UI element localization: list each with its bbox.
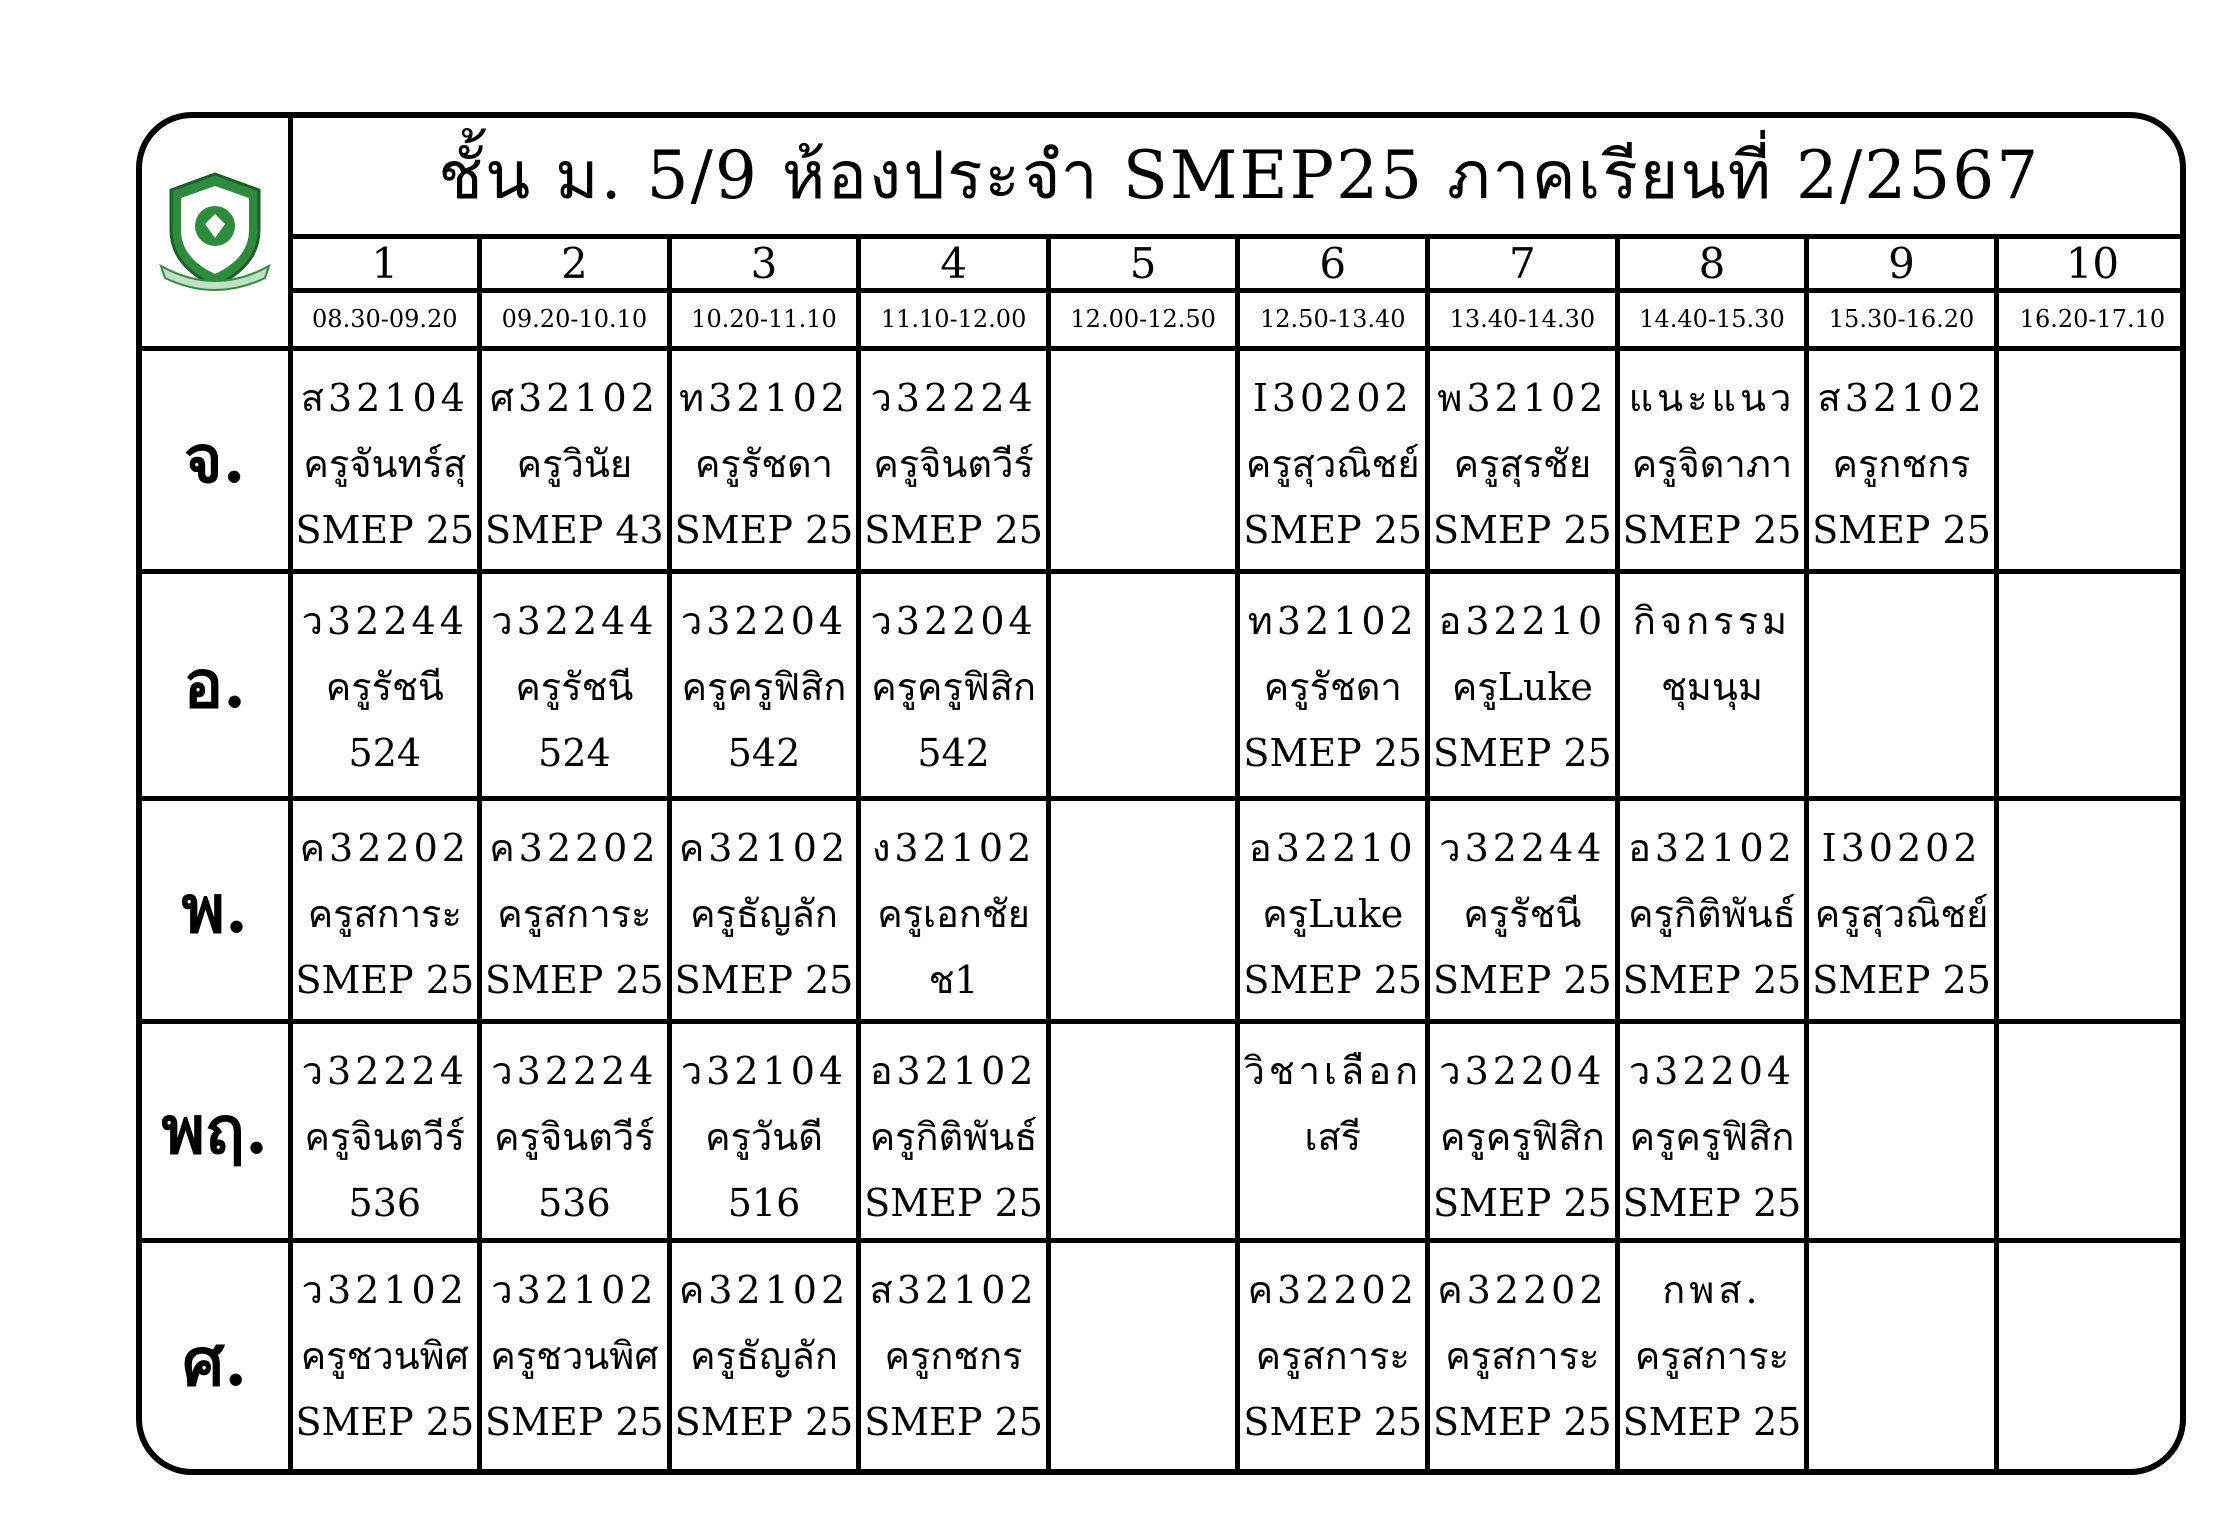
teacher-name xyxy=(1051,431,1236,497)
subject-code: ว32244 xyxy=(491,598,658,643)
subject-code: อ32210 xyxy=(1438,598,1607,643)
subject-code xyxy=(1051,365,1236,431)
teacher-name: ครูรัชนี xyxy=(1463,891,1582,936)
subject-code xyxy=(1051,588,1236,654)
schedule-cell xyxy=(1428,1240,1618,1475)
day-label: ศ. xyxy=(142,1240,290,1475)
schedule-cell xyxy=(1807,348,1997,571)
room: 542 xyxy=(727,730,801,775)
period-number: 2 xyxy=(480,236,670,290)
subject-code: กิจกรรม xyxy=(1632,598,1792,643)
subject-code: ว32204 xyxy=(1439,1048,1606,1093)
room: SMEP 25 xyxy=(1433,507,1612,552)
teacher-name: ครูสการะ xyxy=(1445,1333,1600,1378)
room: SMEP 25 xyxy=(1243,507,1423,552)
schedule-cell xyxy=(480,798,670,1021)
period-time-row xyxy=(142,290,2186,348)
day-row xyxy=(142,348,2186,571)
room: SMEP 25 xyxy=(674,507,854,552)
teacher-name xyxy=(1809,1104,1994,1170)
room: ช1 xyxy=(928,957,979,1002)
teacher-name: ครูรัชดา xyxy=(694,441,833,486)
teacher-name xyxy=(1999,431,2186,497)
room: SMEP 25 xyxy=(485,1399,664,1444)
teacher-name: ครูวันดี xyxy=(705,1114,823,1159)
teacher-name: ครูธัญลัก xyxy=(690,1333,838,1378)
timetable-frame xyxy=(136,112,2186,1475)
period-time: 10.20-11.10 xyxy=(669,290,859,348)
period-time: 11.10-12.00 xyxy=(859,290,1049,348)
subject-code: ว32244 xyxy=(1439,825,1606,870)
subject-code: กพส. xyxy=(1662,1267,1762,1312)
teacher-name: ชุมนุม xyxy=(1661,664,1763,709)
subject-code xyxy=(1051,1038,1236,1104)
subject-code: อ32102 xyxy=(869,1048,1038,1093)
schedule-cell xyxy=(1238,571,1428,798)
schedule-cell xyxy=(1238,348,1428,571)
room: SMEP 25 xyxy=(1622,1399,1802,1444)
room xyxy=(1051,720,1236,786)
schedule-cell xyxy=(290,798,480,1021)
subject-code xyxy=(1809,1257,1994,1323)
subject-code xyxy=(1051,815,1236,881)
teacher-name: ครูครูฟิสิก xyxy=(871,664,1036,709)
room xyxy=(1999,947,2186,1013)
schedule-cell xyxy=(290,1240,480,1475)
teacher-name: ครูรัชดา xyxy=(1263,664,1402,709)
subject-code: ว32204 xyxy=(680,598,848,643)
room xyxy=(1809,1389,1994,1455)
subject-code: ว32224 xyxy=(870,375,1037,420)
teacher-name: ครูจินตวีร์ xyxy=(304,1114,466,1159)
room: SMEP 25 xyxy=(1812,507,1991,552)
schedule-cell xyxy=(1048,348,1238,571)
subject-code: ง32102 xyxy=(871,825,1036,870)
room: SMEP 25 xyxy=(674,1399,854,1444)
schedule-cell xyxy=(1238,1240,1428,1475)
schedule-cell xyxy=(1238,1021,1428,1240)
period-time: 15.30-16.20 xyxy=(1807,290,1997,348)
subject-code xyxy=(1809,1038,1994,1104)
schedule-cell xyxy=(1048,798,1238,1021)
period-time: 16.20-17.10 xyxy=(1996,290,2186,348)
teacher-name: ครูวินัย xyxy=(516,441,633,486)
room: SMEP 25 xyxy=(864,1180,1043,1225)
subject-code: อ32102 xyxy=(1628,825,1796,870)
teacher-name: ครูสการะ xyxy=(497,891,652,936)
teacher-name: ครูสุวณิชย์ xyxy=(1245,441,1420,486)
schedule-cell xyxy=(480,571,670,798)
room xyxy=(1999,1389,2186,1455)
subject-code xyxy=(1809,588,1994,654)
schedule-cell xyxy=(859,571,1049,798)
teacher-name: ครูกชกร xyxy=(884,1333,1023,1378)
room: SMEP 25 xyxy=(485,957,664,1002)
schedule-cell xyxy=(1807,571,1997,798)
room xyxy=(1051,1389,1236,1455)
teacher-name xyxy=(1999,1104,2186,1170)
room: SMEP 25 xyxy=(1622,957,1802,1002)
schedule-cell xyxy=(290,1021,480,1240)
room xyxy=(1999,720,2186,786)
teacher-name: ครูชวนพิศ xyxy=(490,1333,659,1378)
day-label: พฤ. xyxy=(142,1021,290,1240)
subject-code: I30202 xyxy=(1821,825,1982,870)
teacher-name xyxy=(1999,1323,2186,1389)
schedule-cell xyxy=(480,348,670,571)
subject-code: วิชาเลือก xyxy=(1243,1048,1423,1093)
schedule-cell xyxy=(669,1021,859,1240)
period-time: 12.50-13.40 xyxy=(1238,290,1428,348)
subject-code xyxy=(1999,365,2186,431)
schedule-cell xyxy=(859,1240,1049,1475)
schedule-cell xyxy=(859,798,1049,1021)
teacher-name: ครูกิติพันธ์ xyxy=(1628,891,1796,936)
subject-code: ส32102 xyxy=(1817,375,1986,420)
period-number: 6 xyxy=(1238,236,1428,290)
room xyxy=(1051,947,1236,1013)
teacher-name: ครูสการะ xyxy=(1634,1333,1790,1378)
teacher-name: ครูครูฟิสิก xyxy=(1629,1114,1795,1159)
schedule-cell xyxy=(290,571,480,798)
room: SMEP 43 xyxy=(485,507,664,552)
teacher-name: ครูสุรชัย xyxy=(1453,441,1592,486)
schedule-cell xyxy=(1617,1021,1807,1240)
teacher-name: ครูจินตวีร์ xyxy=(873,441,1034,486)
teacher-name: ครูรัชนี xyxy=(325,664,444,709)
room: SMEP 25 xyxy=(1243,957,1423,1002)
room: 524 xyxy=(348,730,422,775)
subject-code xyxy=(1051,1257,1236,1323)
period-number: 10 xyxy=(1996,236,2186,290)
period-number: 8 xyxy=(1617,236,1807,290)
schedule-cell xyxy=(1428,798,1618,1021)
room xyxy=(1999,497,2186,563)
schedule-cell xyxy=(1807,1240,1997,1475)
teacher-name: ครูครูฟิสิก xyxy=(681,664,847,709)
subject-code: แนะแนว xyxy=(1628,375,1796,420)
room: SMEP 25 xyxy=(1433,1180,1612,1225)
schedule-cell xyxy=(1617,1240,1807,1475)
subject-code: ว32224 xyxy=(301,1048,468,1093)
subject-code: ว32104 xyxy=(680,1048,848,1093)
subject-code: ว32244 xyxy=(301,598,468,643)
subject-code: ค32202 xyxy=(1437,1267,1608,1312)
timetable xyxy=(142,118,2186,1475)
schedule-cell xyxy=(480,1240,670,1475)
schedule-cell xyxy=(1996,798,2186,1021)
period-time: 09.20-10.10 xyxy=(480,290,670,348)
subject-code: ศ32102 xyxy=(489,375,659,420)
period-time: 13.40-14.30 xyxy=(1428,290,1618,348)
teacher-name: ครูกชกร xyxy=(1832,441,1971,486)
schedule-cell xyxy=(1996,571,2186,798)
subject-code: พ32102 xyxy=(1437,375,1608,420)
room xyxy=(1051,497,1236,563)
period-time: 08.30-09.20 xyxy=(290,290,480,348)
subject-code: ส32102 xyxy=(869,1267,1038,1312)
teacher-name: ครูสการะ xyxy=(307,891,462,936)
teacher-name xyxy=(1809,654,1994,720)
schedule-cell xyxy=(1048,571,1238,798)
room: SMEP 25 xyxy=(1433,730,1612,775)
period-time: 14.40-15.30 xyxy=(1617,290,1807,348)
teacher-name: ครูLuke xyxy=(1262,891,1404,936)
schedule-cell xyxy=(1048,1240,1238,1475)
subject-code: ค32102 xyxy=(678,1267,850,1312)
schedule-cell xyxy=(290,348,480,571)
room xyxy=(1999,1170,2186,1236)
room: 524 xyxy=(538,730,611,775)
subject-code: I30202 xyxy=(1252,375,1413,420)
subject-code xyxy=(1999,1038,2186,1104)
schedule-cell xyxy=(1996,348,2186,571)
teacher-name: ครูรัชนี xyxy=(515,664,634,709)
schedule-cell xyxy=(1807,798,1997,1021)
room: SMEP 25 xyxy=(1433,1399,1612,1444)
period-number: 5 xyxy=(1048,236,1238,290)
teacher-name: ครูสการะ xyxy=(1255,1333,1410,1378)
school-crest-icon xyxy=(142,118,288,346)
teacher-name: ครูครูฟิสิก xyxy=(1439,1114,1605,1159)
period-number-row xyxy=(142,236,2186,290)
subject-code: ค32202 xyxy=(1247,1267,1418,1312)
schedule-cell xyxy=(1617,798,1807,1021)
room: SMEP 25 xyxy=(295,1399,475,1444)
room: 542 xyxy=(917,730,990,775)
room: SMEP 25 xyxy=(1622,1180,1802,1225)
room: SMEP 25 xyxy=(1812,957,1991,1002)
page-title: ชั้น ม. 5/9 ห้องประจำ SMEP25 ภาคเรียนที่ 2/2567 xyxy=(290,118,2186,236)
day-label: อ. xyxy=(142,571,290,798)
day-row xyxy=(142,1021,2186,1240)
schedule-cell xyxy=(1238,798,1428,1021)
room: SMEP 25 xyxy=(1243,1399,1423,1444)
schedule-cell xyxy=(1996,1240,2186,1475)
subject-code: ค32202 xyxy=(489,825,660,870)
room: SMEP 25 xyxy=(674,957,854,1002)
subject-code xyxy=(1999,1257,2186,1323)
teacher-name: ครูLuke xyxy=(1451,664,1593,709)
subject-code: ว32102 xyxy=(491,1267,658,1312)
teacher-name: ครูสุวณิชย์ xyxy=(1814,891,1989,936)
schedule-cell xyxy=(1807,1021,1997,1240)
room: SMEP 25 xyxy=(864,507,1043,552)
room: SMEP 25 xyxy=(1433,957,1612,1002)
room: SMEP 25 xyxy=(295,957,475,1002)
schedule-cell xyxy=(1996,1021,2186,1240)
subject-code: ส32104 xyxy=(300,375,469,420)
room: 536 xyxy=(348,1180,422,1225)
room: SMEP 25 xyxy=(295,507,475,552)
room xyxy=(1240,1170,1425,1236)
room xyxy=(1620,720,1805,786)
teacher-name: ครูเอกชัย xyxy=(877,891,1030,936)
day-row xyxy=(142,798,2186,1021)
subject-code: ท32102 xyxy=(1247,598,1418,643)
subject-code: ค32102 xyxy=(678,825,850,870)
schedule-cell xyxy=(1617,348,1807,571)
subject-code xyxy=(1999,588,2186,654)
subject-code: ค32202 xyxy=(299,825,470,870)
period-time: 12.00-12.50 xyxy=(1048,290,1238,348)
teacher-name: ครูธัญลัก xyxy=(690,891,838,936)
room: 516 xyxy=(727,1180,801,1225)
schedule-cell xyxy=(1428,1021,1618,1240)
period-number: 9 xyxy=(1807,236,1997,290)
subject-code: ว32204 xyxy=(1628,1048,1796,1093)
subject-code: ว32204 xyxy=(870,598,1037,643)
period-number: 7 xyxy=(1428,236,1618,290)
schedule-cell xyxy=(1428,348,1618,571)
logo-cell xyxy=(142,118,290,348)
subject-code: ว32102 xyxy=(301,1267,468,1312)
schedule-cell xyxy=(859,1021,1049,1240)
teacher-name xyxy=(1051,881,1236,947)
period-number: 3 xyxy=(669,236,859,290)
teacher-name xyxy=(1051,654,1236,720)
day-label: พ. xyxy=(142,798,290,1021)
teacher-name: เสรี xyxy=(1304,1114,1362,1159)
subject-code xyxy=(1999,815,2186,881)
teacher-name xyxy=(1999,881,2186,947)
teacher-name xyxy=(1809,1323,1994,1389)
schedule-cell xyxy=(669,1240,859,1475)
room: SMEP 25 xyxy=(1622,507,1802,552)
room: SMEP 25 xyxy=(1243,730,1423,775)
period-number: 4 xyxy=(859,236,1049,290)
teacher-name xyxy=(1999,654,2186,720)
teacher-name xyxy=(1051,1104,1236,1170)
schedule-cell xyxy=(669,798,859,1021)
day-row xyxy=(142,1240,2186,1475)
room xyxy=(1809,1170,1994,1236)
teacher-name: ครูชวนพิศ xyxy=(300,1333,469,1378)
schedule-cell xyxy=(480,1021,670,1240)
day-label: จ. xyxy=(142,348,290,571)
schedule-cell xyxy=(1617,571,1807,798)
room xyxy=(1051,1170,1236,1236)
subject-code: อ32210 xyxy=(1248,825,1417,870)
room xyxy=(1809,720,1994,786)
teacher-name xyxy=(1051,1323,1236,1389)
title-row xyxy=(142,118,2186,236)
schedule-cell xyxy=(1428,571,1618,798)
room: 536 xyxy=(538,1180,611,1225)
schedule-cell xyxy=(1048,1021,1238,1240)
schedule-cell xyxy=(669,571,859,798)
schedule-cell xyxy=(859,348,1049,571)
subject-code: ว32224 xyxy=(491,1048,658,1093)
schedule-cell xyxy=(669,348,859,571)
teacher-name: ครูจิดาภา xyxy=(1631,441,1793,486)
teacher-name: ครูจินตวีร์ xyxy=(494,1114,655,1159)
teacher-name: ครูกิติพันธ์ xyxy=(869,1114,1038,1159)
room: SMEP 25 xyxy=(864,1399,1043,1444)
teacher-name: ครูจันทร์สุ xyxy=(303,441,467,486)
day-row xyxy=(142,571,2186,798)
period-number: 1 xyxy=(290,236,480,290)
subject-code: ท32102 xyxy=(679,375,849,420)
